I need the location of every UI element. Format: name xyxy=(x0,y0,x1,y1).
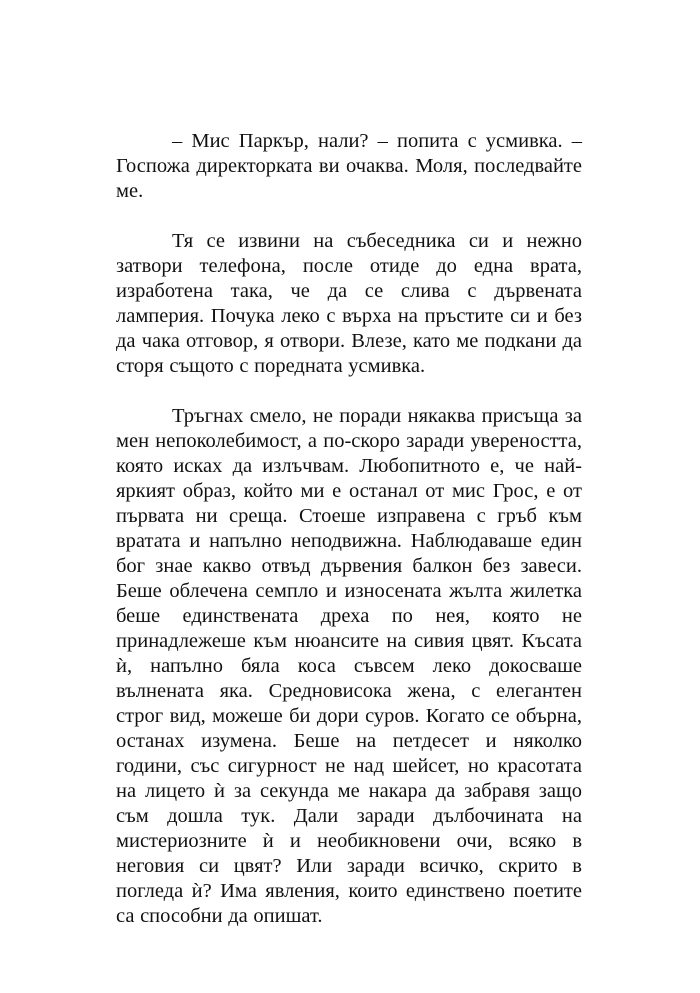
paragraph-miss-gros: Тръгнах смело, не поради някаква присъща за мен непоколебимост, а по-скоро заради увереността, която исках да излъчвам. Любопитното е, че най-яркият образ, който ми е останал от мис Грос, е от първата ни среща. Стоеше изправена с гръб към вратата и напълно неподвижна. Наблюдаваше един бог знае какво отвъд дървения балкон без завеси. Беше облечена семпло и износената жълта жилетка беше единствената дреха по нея, която не принадлежеше към нюансите на сивия цвят. Късата ѝ, напълно бяла коса съвсем леко докосваше вълнената яка. Средновисока жена, с елегантен строг вид, можеше би дори суров. Когато се обърна, останах изумена. Беше на петдесет и няколко години, със сигурност не над шейсет, но красотата на лицето ѝ за секунда ме накара да забравя защо съм дошла тук. Дали заради дълбочината на мистериозните ѝ и необикновени очи, всяко в неговия си цвят? Или заради всичко, скрито в погледа ѝ? Има явления, които единствено поетите са способни да опишат. xyxy=(116,405,582,927)
paragraph-door: Тя се извини на събеседника си и нежно затвори телефона, после отиде до една врата, изработена така, че да се слива с дървената ламперия. Почука леко с върха на пръстите си и без да чака отговор, я отвори. Влезе, като ме подкани да сторя същото с поредната усмивка. xyxy=(116,230,582,377)
document-body xyxy=(116,129,582,954)
paragraph-greeting: – Мис Паркър, нали? – попита с усмивка. – Госпожа директорката ви очаква. Моля, последвайте ме. xyxy=(116,130,582,202)
